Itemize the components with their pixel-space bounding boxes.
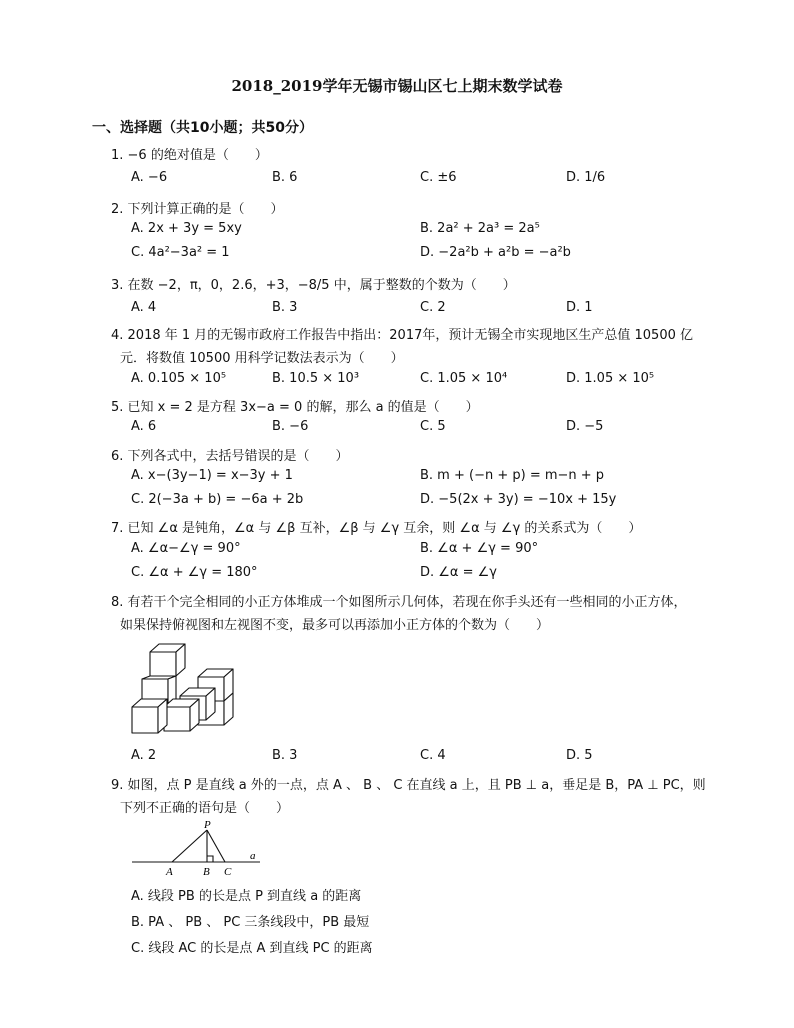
question-2-stem: 2. 下列计算正确的是（ ） [111,202,284,217]
segment-pc [207,830,225,862]
q6-option-c[interactable]: C. 2(−3a + b) = −6a + 2b [131,492,304,507]
q1-option-a[interactable]: A. −6 [131,170,168,185]
q2-option-d[interactable]: D. −2a²b + a²b = −a²b [420,245,571,260]
q7-option-a[interactable]: A. ∠α−∠γ = 90° [131,541,241,556]
label-a: A [166,866,173,878]
label-p: P [204,819,211,831]
q4-option-a[interactable]: A. 0.105 × 10⁵ [131,371,227,386]
question-6-stem: 6. 下列各式中，去括号错误的是（ ） [111,449,349,464]
q6-option-b[interactable]: B. m + (−n + p) = m−n + p [420,468,605,483]
label-line-a: a [250,850,256,862]
question-4-stem-line1: 4. 2018 年 1 月的无锡市政府工作报告中指出：2017年，预计无锡全市实现地区生产总值 10500 亿 [111,328,693,343]
question-5-stem: 5. 已知 x = 2 是方程 3x−a = 0 的解，那么 a 的值是（ ） [111,400,479,415]
question-8-stem-line2: 如果保持俯视图和左视图不变，最多可以再添加小正方体的个数为（ ） [120,618,550,633]
q8-option-a[interactable]: A. 2 [131,748,157,763]
question-9-stem-line2: 下列不正确的语句是（ ） [120,801,290,816]
q5-option-a[interactable]: A. 6 [131,419,157,434]
q6-option-a[interactable]: A. x−(3y−1) = x−3y + 1 [131,468,293,483]
question-9-stem-line1: 9. 如图，点 P 是直线 a 外的一点，点 A 、 B 、 C 在直线 a 上，且 PB ⊥ a，垂足是 B，PA ⊥ PC，则 [111,778,706,793]
q8-option-b[interactable]: B. 3 [272,748,298,763]
segment-pa [172,830,207,862]
q6-option-d[interactable]: D. −5(2x + 3y) = −10x + 15y [420,492,617,507]
q8-option-d[interactable]: D. 5 [566,748,593,763]
q3-option-d[interactable]: D. 1 [566,300,593,315]
section-heading: 一、选择题（共10小题；共50分） [92,120,313,136]
label-c: C [224,866,232,878]
q7-option-b[interactable]: B. ∠α + ∠γ = 90° [420,541,539,556]
q3-option-c[interactable]: C. 2 [420,300,446,315]
q5-option-c[interactable]: C. 5 [420,419,446,434]
q1-option-c[interactable]: C. ±6 [420,170,457,185]
question-4-stem-line2: 元．将数值 10500 用科学记数法表示为（ ） [120,351,404,366]
q8-option-c[interactable]: C. 4 [420,748,446,763]
right-angle-mark [207,856,213,862]
q5-option-d[interactable]: D. −5 [566,419,604,434]
q4-option-d[interactable]: D. 1.05 × 10⁵ [566,371,655,386]
question-3-stem: 3. 在数 −2，π，0，2.6，+3，−8/5 中，属于整数的个数为（ ） [111,278,516,293]
cube-bottom-left [132,699,167,733]
page-title: 2018_2019学年无锡市锡山区七上期末数学试卷 [231,77,563,95]
q1-option-b[interactable]: B. 6 [272,170,298,185]
question-1-stem: 1. −6 的绝对值是（ ） [111,148,268,163]
q9-option-b[interactable]: B. PA 、 PB 、 PC 三条线段中，PB 最短 [131,915,370,930]
cube-left-top [150,644,185,676]
cube-bottom-middle [164,699,199,731]
q3-option-a[interactable]: A. 4 [131,300,157,315]
point-line-figure [128,818,268,880]
q7-option-d[interactable]: D. ∠α = ∠γ [420,565,498,580]
q2-option-c[interactable]: C. 4a²−3a² = 1 [131,245,230,260]
cube-stack-figure [128,637,238,741]
q4-option-b[interactable]: B. 10.5 × 10³ [272,371,360,386]
question-7-stem: 7. 已知 ∠α 是钝角，∠α 与 ∠β 互补，∠β 与 ∠γ 互余，则 ∠α 与 ∠γ 的关系式为（ ） [111,521,642,536]
q9-option-a[interactable]: A. 线段 PB 的长是点 P 到直线 a 的距离 [131,889,362,904]
q9-option-c[interactable]: C. 线段 AC 的长是点 A 到直线 PC 的距离 [131,941,373,956]
q7-option-c[interactable]: C. ∠α + ∠γ = 180° [131,565,258,580]
q4-option-c[interactable]: C. 1.05 × 10⁴ [420,371,508,386]
q2-option-a[interactable]: A. 2x + 3y = 5xy [131,221,242,236]
q3-option-b[interactable]: B. 3 [272,300,298,315]
question-8-stem-line1: 8. 有若干个完全相同的小正方体堆成一个如图所示几何体，若现在你手头还有一些相同的小正方体， [111,595,687,610]
label-b: B [203,866,210,878]
q1-option-d[interactable]: D. 1/6 [566,170,606,185]
q2-option-b[interactable]: B. 2a² + 2a³ = 2a⁵ [420,221,540,236]
q5-option-b[interactable]: B. −6 [272,419,309,434]
